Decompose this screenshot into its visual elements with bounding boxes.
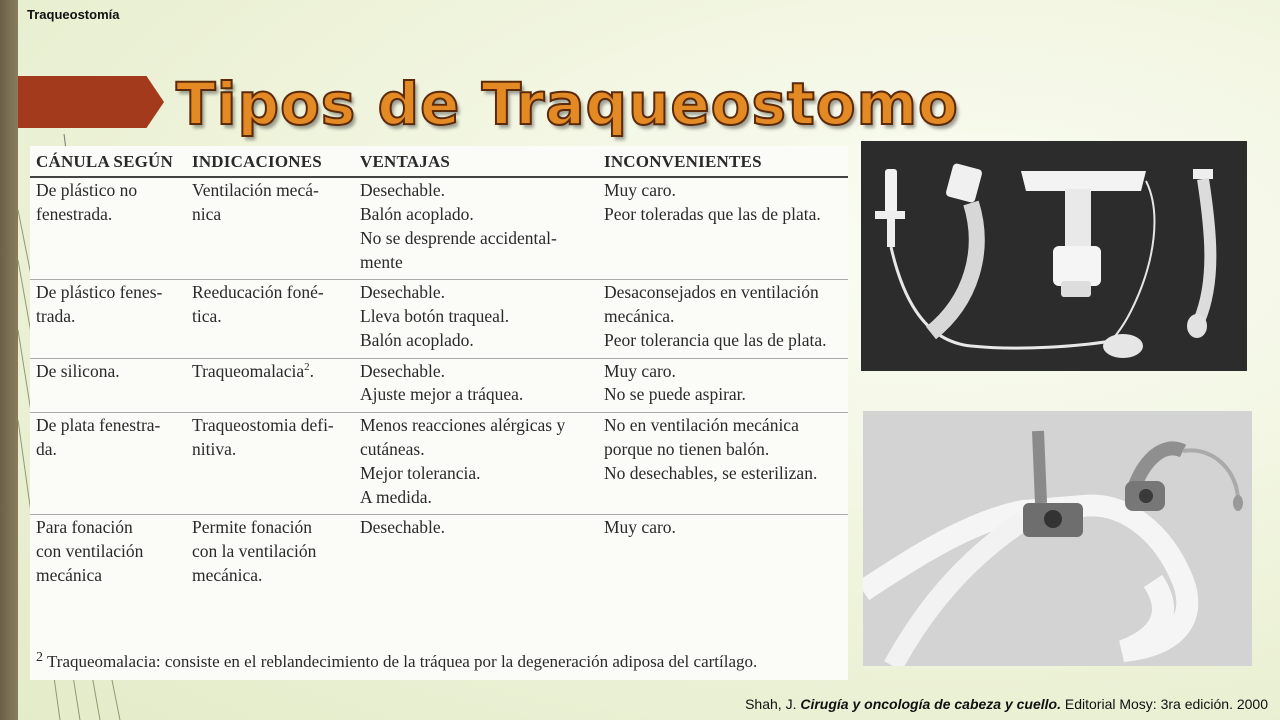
cell-line: No en ventilación mecánica [604, 415, 799, 436]
cell-line: con la ventilación [192, 541, 317, 562]
cell-line: De plástico no [36, 180, 138, 201]
cell-line: mente [360, 251, 403, 272]
cell-line: De plástico fenes- [36, 282, 163, 303]
cell-line: Menos reacciones alérgicas y [360, 415, 566, 436]
cell-indicaciones [186, 177, 354, 280]
cell-line: trada. [36, 306, 76, 327]
cell-line: Muy caro. [604, 180, 676, 201]
cell-line: da. [36, 439, 57, 460]
cell-line: con ventilación [36, 541, 144, 562]
cell-line: No se puede aspirar. [604, 384, 746, 405]
cell-line: Traqueomalacia [192, 360, 305, 381]
slide-title: Tipos de Traqueostomo [176, 70, 959, 138]
cell-ventajas [354, 515, 598, 593]
cell-suffix: . [309, 360, 314, 381]
cannula-components-photo [861, 141, 1247, 371]
cell-line: No se desprende accidental- [360, 227, 557, 248]
cell-line: Ajuste mejor a tráquea. [360, 384, 524, 405]
cell-inconvenientes [598, 413, 848, 515]
cell-canula [30, 515, 186, 593]
cell-ventajas [354, 413, 598, 515]
cell-canula [30, 413, 186, 515]
cell-line: No desechables, se esterilizan. [604, 462, 818, 483]
citation-author: Shah, J. [745, 696, 797, 712]
footnote-text: Traqueomalacia: consiste en el reblandecimiento de la tráquea por la degeneración adiposa del cartílago. [47, 652, 758, 671]
cell-line: Peor toleradas que las de plata. [604, 203, 821, 224]
header-indicaciones: INDICACIONES [186, 148, 354, 177]
cell-line: porque no tienen balón. [604, 439, 770, 460]
cell-canula [30, 280, 186, 358]
table-row [30, 515, 848, 593]
cell-line: Permite fonación [192, 517, 313, 538]
cell-line: A medida. [360, 486, 432, 507]
tracheostomy-types-table-panel [30, 146, 848, 680]
table-row [30, 358, 848, 413]
table-row [30, 280, 848, 358]
cell-line: tica. [192, 306, 222, 327]
citation [745, 696, 1268, 712]
cell-inconvenientes [598, 280, 848, 358]
cell-line: Muy caro. [604, 360, 676, 381]
header-ventajas: VENTAJAS [354, 148, 598, 177]
cell-line: Desechable. [360, 180, 446, 201]
cell-line: De plata fenestra- [36, 415, 161, 436]
cell-ventajas [354, 280, 598, 358]
cell-canula [30, 177, 186, 280]
cell-line: Desechable. [360, 360, 446, 381]
cell-line: mecánica [36, 565, 103, 586]
header-inconvenientes: INCONVENIENTES [598, 148, 848, 177]
cell-line: Muy caro. [604, 517, 676, 538]
cell-indicaciones [186, 358, 354, 413]
cell-line: Reeducación foné- [192, 282, 324, 303]
cell-inconvenientes [598, 177, 848, 280]
cell-line: nitiva. [192, 439, 237, 460]
cell-inconvenientes [598, 358, 848, 413]
cell-line: Traqueostomia defi- [192, 415, 334, 436]
cell-line: Peor tolerancia que las de plata. [604, 329, 827, 350]
cell-line: mecánica. [192, 565, 263, 586]
cell-line: De silicona. [36, 360, 120, 381]
cell-line: Mejor tolerancia. [360, 462, 481, 483]
cell-inconvenientes [598, 515, 848, 593]
table-header-row [30, 148, 848, 177]
cell-canula [30, 358, 186, 413]
cell-line: nica [192, 203, 222, 224]
cell-line: Balón acoplado. [360, 203, 474, 224]
tracheostomy-types-table [30, 148, 848, 593]
title-arrow-shape [18, 76, 164, 128]
cell-ventajas [354, 358, 598, 413]
cell-line: Desechable. [360, 517, 446, 538]
cell-line: Lleva botón traqueal. [360, 306, 510, 327]
cell-ventajas [354, 177, 598, 280]
footnote-reference: 2 [304, 360, 310, 373]
table-body [30, 177, 848, 593]
header-canula: CÁNULA SEGÚN [30, 148, 186, 177]
cell-line: Para fonación [36, 517, 133, 538]
table-footnote [36, 650, 757, 672]
footnote-mark: 2 [36, 650, 43, 665]
cell-line: mecánica. [604, 306, 675, 327]
cell-indicaciones [186, 413, 354, 515]
cell-line: Balón acoplado. [360, 329, 474, 350]
section-label: Traqueostomía [27, 7, 120, 22]
cell-indicaciones [186, 515, 354, 593]
cell-line: fenestrada. [36, 203, 113, 224]
silver-cannula-photo [863, 411, 1252, 666]
cell-line: Desechable. [360, 282, 446, 303]
cell-line: Ventilación mecá- [192, 180, 319, 201]
table-row [30, 413, 848, 515]
table-row [30, 177, 848, 280]
citation-publisher: Editorial Mosy: 3ra edición. 2000 [1064, 696, 1268, 712]
cell-line: cutáneas. [360, 439, 425, 460]
cell-indicaciones [186, 280, 354, 358]
citation-work: Cirugía y oncología de cabeza y cuello. [800, 696, 1061, 712]
cell-line: Desaconsejados en ventilación [604, 282, 819, 303]
